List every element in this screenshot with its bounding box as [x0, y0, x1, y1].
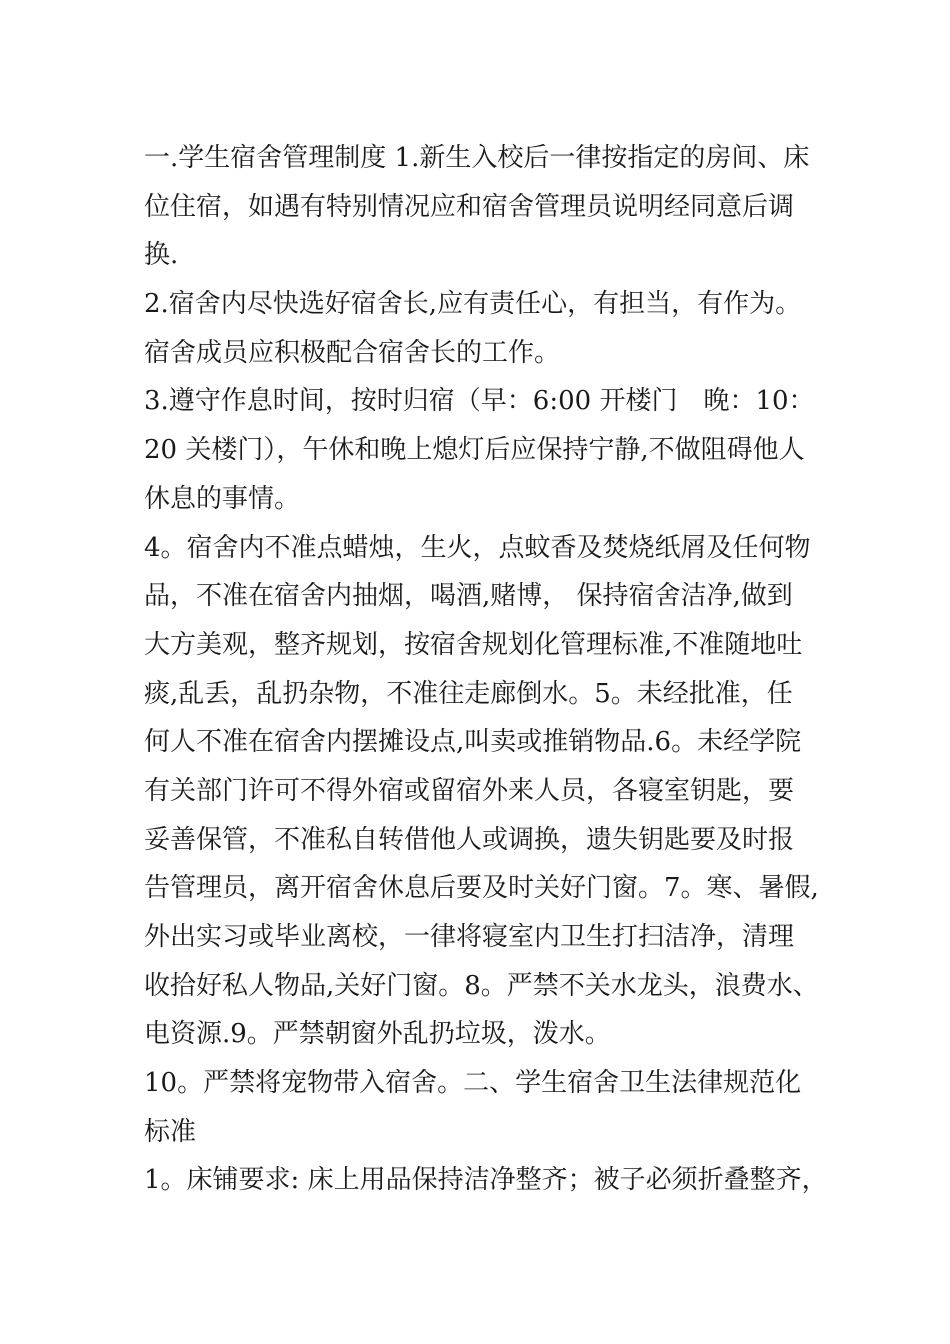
text-line: 宿舍成员应积极配合宿舍长的工作。: [144, 337, 561, 368]
text-line: 换.: [144, 240, 179, 271]
text-line: 2.宿舍内尽快选好宿舍长,应有责任心，有担当，有作为。: [144, 289, 802, 320]
text-line: 1。床铺要求: 床上用品保持洁净整齐；被子必须折叠整齐，: [144, 1165, 828, 1196]
document-body: [144, 134, 828, 1205]
text-line: 品，不准在宿舍内抽烟，喝酒,赌博， 保持宿舍洁净,做到: [144, 581, 793, 612]
text-line: 一.学生宿舍管理制度 1.新生入校后一律按指定的房间、床: [144, 143, 810, 173]
text-line: 标准: [144, 1116, 197, 1147]
text-line: 告管理员，离开宿舍休息后要及时关好门窗。7。寒、暑假,: [144, 873, 819, 904]
text-line: 电资源.9。严禁朝窗外乱扔垃圾，泼水。: [144, 1019, 611, 1050]
text-line: 有关部门许可不得外宿或留宿外来人员，各寝室钥匙，要: [144, 775, 795, 806]
text-line: 位住宿，如遇有特别情况应和宿舍管理员说明经同意后调: [144, 191, 795, 222]
text-line: 3.遵守作息时间，按时归宿（早：6:00 开楼门 晚：10：: [144, 386, 815, 417]
text-line: 痰,乱丢，乱扔杂物，不准往走廊倒水。5。未经批准，任: [144, 678, 793, 709]
text-line: 10。严禁将宠物带入宿舍。二、学生宿舍卫生法律规范化: [144, 1068, 802, 1099]
text-line: 4。宿舍内不准点蜡烛，生火，点蚊香及焚烧纸屑及任何物: [144, 532, 811, 563]
text-line: 外出实习或毕业离校，一律将寝室内卫生打扫洁净，清理: [144, 922, 795, 952]
text-line: 休息的事情。: [144, 483, 301, 514]
text-line: 妥善保管，不准私自转借他人或调换，遗失钥匙要及时报: [144, 824, 795, 855]
text-line: 大方美观，整齐规划，按宿舍规划化管理标准,不准随地吐: [144, 629, 803, 660]
text-line: 收拾好私人物品,关好门窗。8。严禁不关水龙头，浪费水、: [144, 970, 819, 1001]
text-line: 20 关楼门），午休和晚上熄灯后应保持宁静,不做阻碍他人: [144, 435, 805, 466]
text-line: 何人不准在宿舍内摆摊设点,叫卖或推销物品.6。未经学院: [144, 727, 802, 758]
